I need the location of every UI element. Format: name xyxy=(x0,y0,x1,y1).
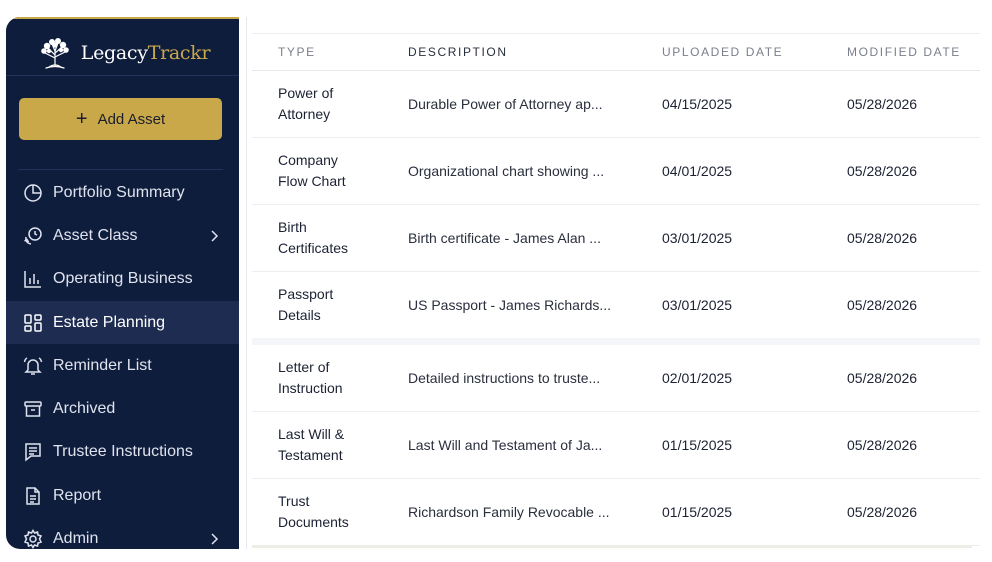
table-header-row xyxy=(252,34,980,71)
sidebar-item-archived[interactable] xyxy=(6,387,239,430)
cell-type xyxy=(252,138,408,205)
cell-uploaded-date: 03/01/2025 xyxy=(662,205,847,272)
gear-icon xyxy=(23,529,43,549)
cell-uploaded-date: 02/01/2025 xyxy=(662,342,847,412)
column-header-description[interactable]: DESCRIPTION xyxy=(408,34,662,71)
brand-name-main: Legacy xyxy=(80,42,148,64)
type-line-2: Attorney xyxy=(278,106,331,122)
type-line-1: Company xyxy=(278,152,338,168)
table-row[interactable] xyxy=(252,272,980,342)
sidebar-nav xyxy=(6,171,239,549)
sidebar-item-label: Admin xyxy=(53,530,99,548)
cell-description: US Passport - James Richards... xyxy=(408,272,662,342)
sidebar-item-admin[interactable] xyxy=(6,517,239,549)
table-row[interactable] xyxy=(252,412,980,479)
sidebar-item-label: Reminder List xyxy=(53,356,152,374)
cell-type xyxy=(252,412,408,479)
sidebar-item-trustee-instructions[interactable] xyxy=(6,431,239,474)
logo[interactable] xyxy=(6,25,239,81)
cell-description: Detailed instructions to truste... xyxy=(408,342,662,412)
type-line-1: Passport xyxy=(278,286,334,302)
sidebar-item-label: Asset Class xyxy=(53,226,138,244)
sidebar-item-report[interactable] xyxy=(6,474,239,517)
type-line-2: Instruction xyxy=(278,380,343,396)
cell-modified-date: 05/28/2026 xyxy=(847,71,980,138)
type-line-2: Certificates xyxy=(278,240,349,256)
cell-description: Richardson Family Revocable ... xyxy=(408,479,662,546)
cell-type xyxy=(252,342,408,412)
type-line-1: Power of xyxy=(278,85,334,101)
table-bottom-edge xyxy=(252,545,972,548)
cell-modified-date: 05/28/2026 xyxy=(847,479,980,546)
type-line-2: Testament xyxy=(278,447,343,463)
type-line-1: Last Will & xyxy=(278,426,345,442)
nav-divider xyxy=(18,169,223,170)
chevron-right-icon xyxy=(209,533,219,545)
table-row[interactable] xyxy=(252,342,980,412)
table-row[interactable] xyxy=(252,205,980,272)
cell-description: Last Will and Testament of Ja... xyxy=(408,412,662,479)
cell-modified-date: 05/28/2026 xyxy=(847,272,980,342)
cell-modified-date: 05/28/2026 xyxy=(847,205,980,272)
type-line-2: Details xyxy=(278,307,321,323)
grid-icon xyxy=(23,313,43,333)
sidebar-item-label: Estate Planning xyxy=(53,313,166,331)
type-line-2: Documents xyxy=(278,514,349,530)
add-asset-label: Add Asset xyxy=(97,110,166,128)
sidebar-item-label: Archived xyxy=(53,400,116,418)
sidebar-item-estate-planning[interactable] xyxy=(6,301,239,344)
bell-icon xyxy=(23,356,43,376)
brand-name-accent: Trackr xyxy=(147,42,211,64)
cell-uploaded-date: 03/01/2025 xyxy=(662,272,847,342)
chevron-right-icon xyxy=(209,230,219,242)
cell-uploaded-date: 01/15/2025 xyxy=(662,412,847,479)
cell-uploaded-date: 04/15/2025 xyxy=(662,71,847,138)
sidebar xyxy=(6,17,239,549)
cell-uploaded-date: 04/01/2025 xyxy=(662,138,847,205)
type-line-2: Flow Chart xyxy=(278,173,346,189)
content-divider xyxy=(246,17,247,549)
pie-chart-icon xyxy=(23,183,43,203)
column-header-modified-date[interactable]: MODIFIED DATE xyxy=(847,34,980,71)
table-row[interactable] xyxy=(252,138,980,205)
sidebar-item-label: Portfolio Summary xyxy=(53,183,185,201)
sidebar-item-label: Trustee Instructions xyxy=(53,443,193,461)
type-line-1: Birth xyxy=(278,219,307,235)
coins-icon xyxy=(23,226,43,246)
column-header-type[interactable]: TYPE xyxy=(252,34,408,71)
sidebar-item-label: Report xyxy=(53,486,102,504)
cell-uploaded-date: 01/15/2025 xyxy=(662,479,847,546)
plus-icon: + xyxy=(75,108,88,130)
cell-type xyxy=(252,479,408,546)
sidebar-item-label: Operating Business xyxy=(53,270,193,288)
documents-table xyxy=(252,33,980,546)
sidebar-item-operating-business[interactable] xyxy=(6,258,239,301)
sidebar-item-reminder-list[interactable] xyxy=(6,344,239,387)
cell-type xyxy=(252,71,408,138)
cell-modified-date: 05/28/2026 xyxy=(847,138,980,205)
bar-chart-icon xyxy=(23,269,43,289)
table-row[interactable] xyxy=(252,71,980,138)
cell-type xyxy=(252,205,408,272)
document-icon xyxy=(23,486,43,506)
archive-icon xyxy=(23,399,43,419)
column-header-uploaded-date[interactable]: UPLOADED DATE xyxy=(662,34,847,71)
cell-modified-date: 05/28/2026 xyxy=(847,342,980,412)
type-line-1: Trust xyxy=(278,493,310,509)
sidebar-item-portfolio-summary[interactable] xyxy=(6,171,239,214)
tree-logo-icon xyxy=(35,36,75,70)
type-line-1: Letter of xyxy=(278,359,330,375)
add-asset-button[interactable] xyxy=(19,98,222,140)
cell-description: Durable Power of Attorney ap... xyxy=(408,71,662,138)
cell-description: Birth certificate - James Alan ... xyxy=(408,205,662,272)
logo-divider xyxy=(6,75,239,76)
table-row[interactable] xyxy=(252,479,980,546)
cell-description: Organizational chart showing ... xyxy=(408,138,662,205)
sidebar-item-asset-class[interactable] xyxy=(6,214,239,257)
cell-modified-date: 05/28/2026 xyxy=(847,412,980,479)
brand-name xyxy=(81,42,210,64)
message-icon xyxy=(23,442,43,462)
cell-type xyxy=(252,272,408,342)
